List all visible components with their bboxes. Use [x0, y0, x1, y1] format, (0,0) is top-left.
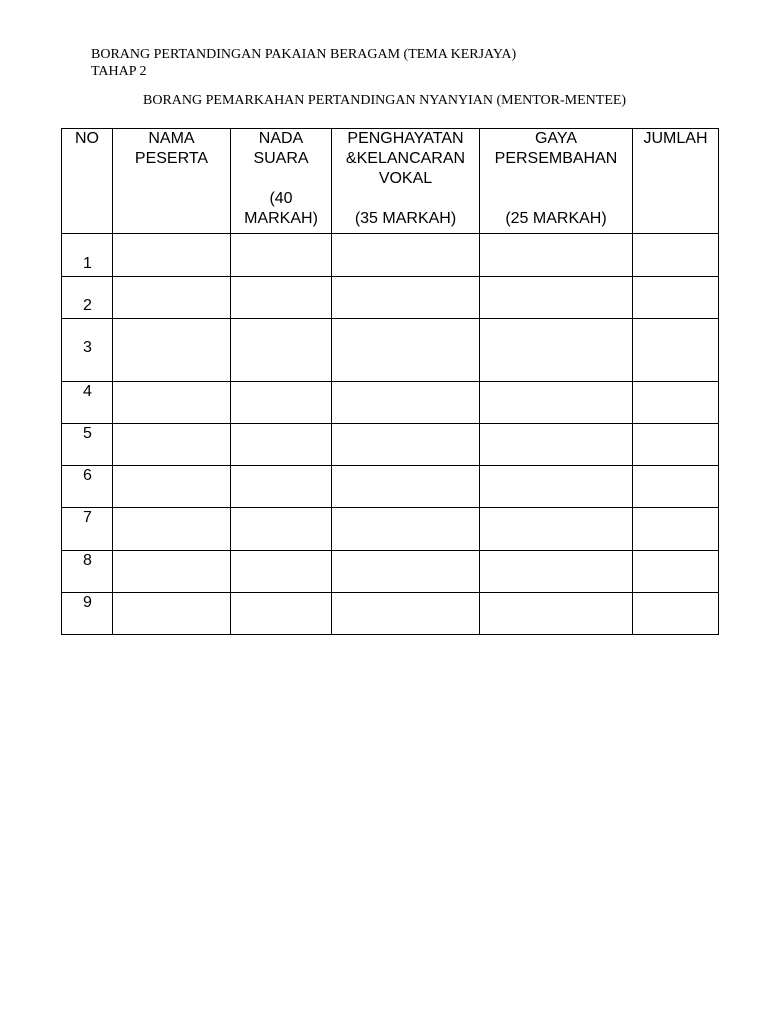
nama-cell[interactable] — [113, 277, 231, 319]
col-gaya-header — [480, 129, 633, 234]
jumlah-cell[interactable] — [633, 424, 719, 466]
nada-cell[interactable] — [231, 508, 332, 551]
penghayatan-cell[interactable] — [332, 234, 480, 277]
nama-cell[interactable] — [113, 382, 231, 424]
nada-cell[interactable] — [231, 234, 332, 277]
row-number-cell — [62, 593, 113, 635]
row-number-cell — [62, 277, 113, 319]
penghayatan-cell[interactable] — [332, 466, 480, 508]
penghayatan-cell[interactable] — [332, 551, 480, 593]
row-number-cell — [62, 508, 113, 551]
gaya-cell[interactable] — [480, 551, 633, 593]
nada-cell[interactable] — [231, 382, 332, 424]
table-row — [62, 466, 719, 508]
jumlah-cell[interactable] — [633, 466, 719, 508]
row-number: 5 — [83, 425, 92, 442]
col-penghayatan-label-3: VOKAL — [378, 170, 433, 187]
row-number: 6 — [83, 467, 92, 484]
gaya-cell[interactable] — [480, 424, 633, 466]
jumlah-cell[interactable] — [633, 382, 719, 424]
row-number: 4 — [83, 383, 92, 400]
jumlah-cell[interactable] — [633, 319, 719, 382]
row-number: 3 — [83, 339, 92, 356]
col-gaya-label-2: PERSEMBAHAN — [494, 150, 618, 167]
nama-cell[interactable] — [113, 319, 231, 382]
col-penghayatan-label-4: (35 MARKAH) — [354, 210, 457, 227]
jumlah-cell[interactable] — [633, 508, 719, 551]
col-no-label: NO — [75, 130, 99, 147]
nada-cell[interactable] — [231, 319, 332, 382]
form-title: BORANG PERTANDINGAN PAKAIAN BERAGAM (TEMA KERJAYA) — [91, 47, 517, 62]
gaya-cell[interactable] — [480, 234, 633, 277]
col-nama-label-1: NAMA — [148, 130, 195, 147]
jumlah-cell[interactable] — [633, 593, 719, 635]
row-number: 1 — [83, 255, 92, 272]
scoring-table — [61, 128, 719, 635]
penghayatan-cell[interactable] — [332, 319, 480, 382]
nama-cell[interactable] — [113, 466, 231, 508]
col-nada-header — [231, 129, 332, 234]
nada-cell[interactable] — [231, 551, 332, 593]
nada-cell[interactable] — [231, 277, 332, 319]
col-no-header — [62, 129, 113, 234]
row-number-cell — [62, 234, 113, 277]
table-row — [62, 424, 719, 466]
col-penghayatan-header — [332, 129, 480, 234]
col-nada-label-3: (40 — [269, 190, 293, 207]
gaya-cell[interactable] — [480, 593, 633, 635]
table-row — [62, 234, 719, 277]
row-number-cell — [62, 319, 113, 382]
penghayatan-cell[interactable] — [332, 382, 480, 424]
col-nada-label-4: MARKAH) — [244, 210, 318, 227]
form-level: TAHAP 2 — [91, 64, 147, 79]
nama-cell[interactable] — [113, 424, 231, 466]
gaya-cell[interactable] — [480, 382, 633, 424]
col-gaya-label-3: (25 MARKAH) — [505, 210, 607, 227]
gaya-cell[interactable] — [480, 277, 633, 319]
row-number-cell — [62, 382, 113, 424]
row-number-cell — [62, 551, 113, 593]
table-row — [62, 277, 719, 319]
nada-cell[interactable] — [231, 424, 332, 466]
jumlah-cell[interactable] — [633, 277, 719, 319]
row-number-cell — [62, 466, 113, 508]
col-nada-label-1: NADA — [258, 130, 304, 147]
nama-cell[interactable] — [113, 593, 231, 635]
row-number: 7 — [83, 509, 92, 526]
penghayatan-cell[interactable] — [332, 593, 480, 635]
jumlah-cell[interactable] — [633, 234, 719, 277]
table-row — [62, 319, 719, 382]
gaya-cell[interactable] — [480, 466, 633, 508]
penghayatan-cell[interactable] — [332, 424, 480, 466]
col-nada-label-2: SUARA — [253, 150, 309, 167]
col-nama-header — [113, 129, 231, 234]
nama-cell[interactable] — [113, 551, 231, 593]
form-subtitle: BORANG PEMARKAHAN PERTANDINGAN NYANYIAN (MENTOR-MENTEE) — [143, 93, 627, 108]
row-number: 8 — [83, 552, 92, 569]
gaya-cell[interactable] — [480, 508, 633, 551]
table-row — [62, 382, 719, 424]
col-penghayatan-label-2: &KELANCARAN — [345, 150, 466, 167]
col-jumlah-header — [633, 129, 719, 234]
col-jumlah-label: JUMLAH — [643, 130, 708, 147]
table-row — [62, 593, 719, 635]
col-gaya-label-1: GAYA — [534, 130, 578, 147]
table-row — [62, 508, 719, 551]
row-number-cell — [62, 424, 113, 466]
nama-cell[interactable] — [113, 508, 231, 551]
col-nama-label-2: PESERTA — [134, 150, 209, 167]
gaya-cell[interactable] — [480, 319, 633, 382]
row-number: 9 — [83, 594, 92, 611]
table-header-row — [62, 129, 719, 234]
nama-cell[interactable] — [113, 234, 231, 277]
penghayatan-cell[interactable] — [332, 508, 480, 551]
table-row — [62, 551, 719, 593]
row-number: 2 — [83, 297, 92, 314]
col-penghayatan-label-1: PENGHAYATAN — [347, 130, 464, 147]
nada-cell[interactable] — [231, 593, 332, 635]
jumlah-cell[interactable] — [633, 551, 719, 593]
nada-cell[interactable] — [231, 466, 332, 508]
penghayatan-cell[interactable] — [332, 277, 480, 319]
